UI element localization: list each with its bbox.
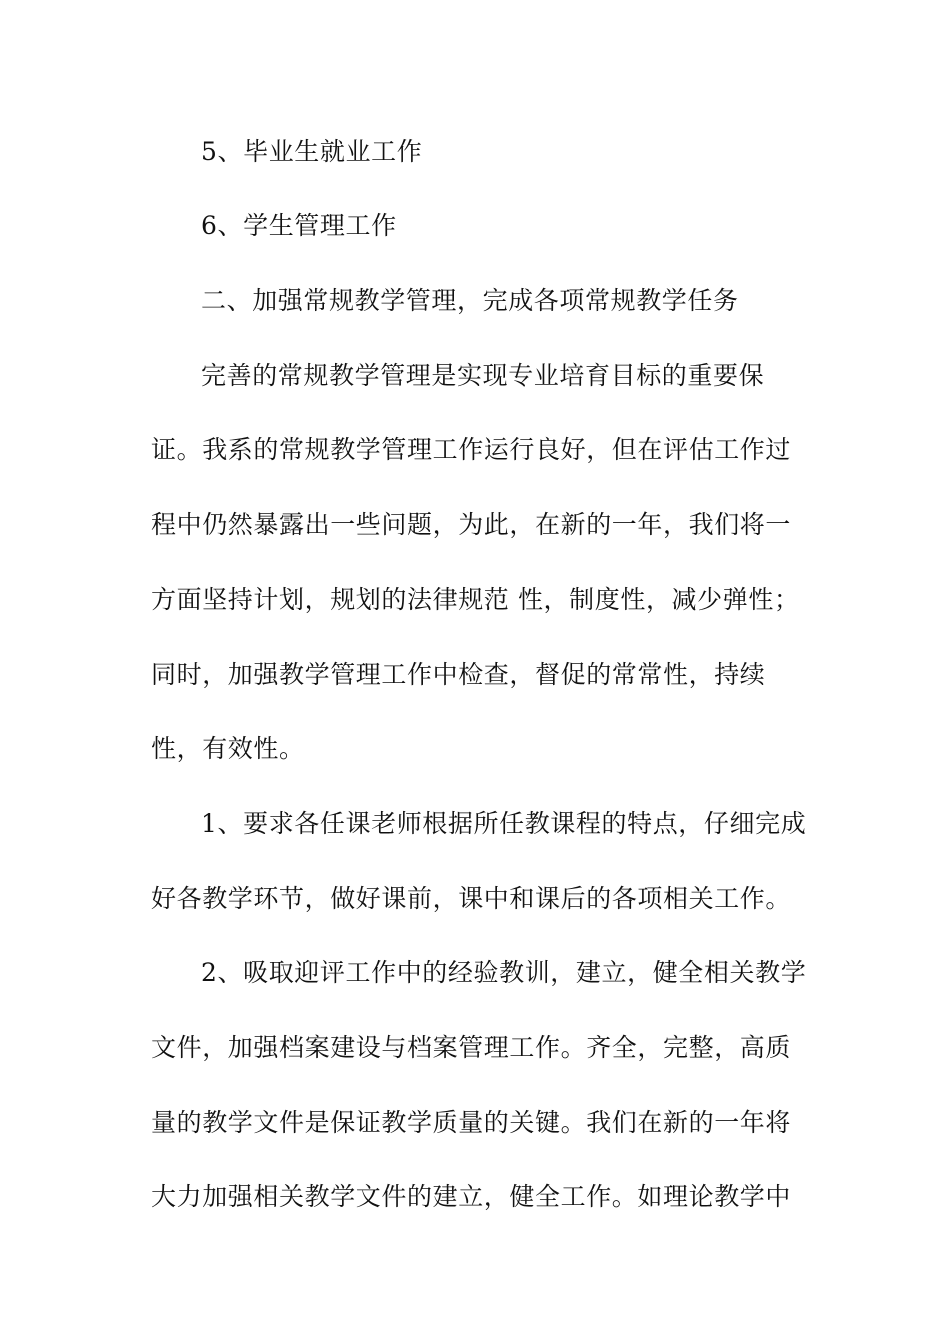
paragraph-line: 量的教学文件是保证教学质量的关键。我们在新的一年将 [151, 1108, 792, 1137]
list-item-graduate-employment: 5、毕业生就业工作 [201, 137, 423, 166]
paragraph-line: 证。我系的常规教学管理工作运行良好，但在评估工作过 [151, 435, 792, 464]
paragraph-line: 性，有效性。 [151, 734, 305, 763]
list-item-teacher-requirements: 1、要求各任课老师根据所任教课程的特点，仔细完成 [201, 809, 807, 838]
section-heading: 二、加强常规教学管理，完成各项常规教学任务 [201, 286, 739, 315]
paragraph-line: 方面坚持计划，规划的法律规范 性，制度性，减少弹性； [151, 585, 800, 614]
paragraph-line: 程中仍然暴露出一些问题，为此，在新的一年，我们将一 [151, 510, 792, 539]
paragraph-line: 完善的常规教学管理是实现专业培育目标的重要保 [201, 361, 765, 390]
list-item-student-management: 6、学生管理工作 [201, 211, 397, 240]
list-item-lessons-learned: 2、吸取迎评工作中的经验教训，建立，健全相关教学 [201, 958, 807, 987]
paragraph-line: 文件，加强档案建设与档案管理工作。齐全，完整，高质 [151, 1033, 792, 1062]
paragraph-line: 好各教学环节，做好课前，课中和课后的各项相关工作。 [151, 884, 792, 913]
paragraph-line: 同时，加强教学管理工作中检查，督促的常常性，持续 [151, 660, 766, 689]
paragraph-line: 大力加强相关教学文件的建立，健全工作。如理论教学中 [151, 1182, 792, 1211]
